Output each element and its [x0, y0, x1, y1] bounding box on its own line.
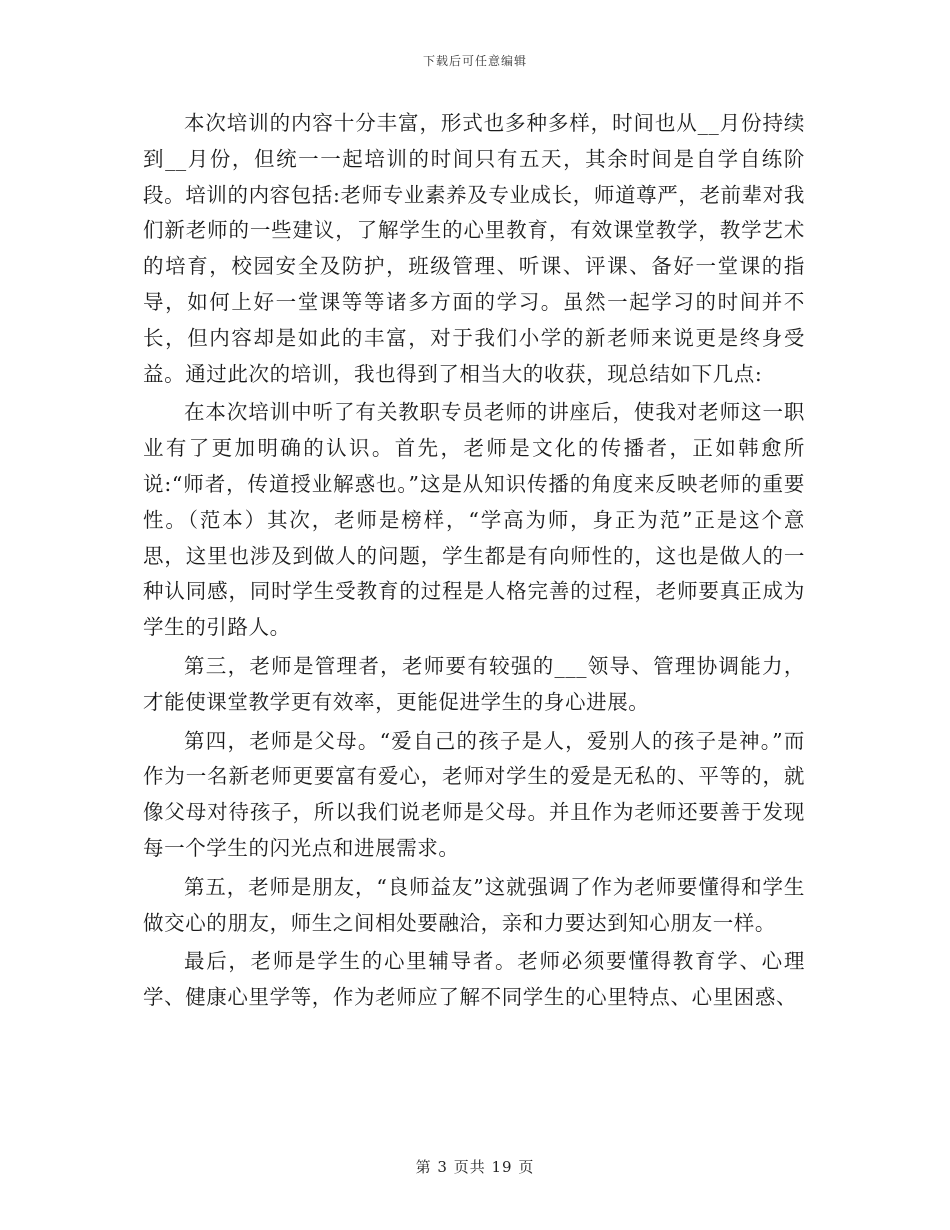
paragraph-training-overview: 本次培训的内容十分丰富，形式也多种多样，时间也从__月份持续到__月份，但统一一起培训的时间只有五天，其余时间是自学自练阶段。培训的内容包括:老师专业素养及专业成长，师道尊严，老前辈对我们新老师的一些建议，了解学生的心里教育，有效课堂教学，教学艺术的培育，校园安全及防护，班级管理、听课、评课、备好一堂课的指导，如何上好一堂课等等诸多方面的学习。虽然一起学习的时间并不长，但内容却是如此的丰富，对于我们小学的新老师来说更是终身受益。通过此次的培训，我也得到了相当大的收获，现总结如下几点: — [143, 111, 805, 386]
paragraph-teacher-as-parent: 第四，老师是父母。“爱自己的孩子是人，爱别人的孩子是神。”而作为一名新老师更要富有爱心，老师对学生的爱是无私的、平等的，就像父母对待孩子，所以我们说老师是父母。并且作为老师还要善于发现每一个学生的闪光点和进展需求。 — [143, 728, 805, 860]
document-body — [143, 106, 805, 1016]
paragraph-teacher-as-counselor: 最后，老师是学生的心里辅导者。老师必须要懂得教育学、心理学、健康心里学等，作为老师应了解不同学生的心里特点、心里困惑、 — [143, 949, 805, 1010]
page-number-footer: 第 3 页共 19 页 — [415, 1158, 535, 1176]
paragraph-teacher-role-intro: 在本次培训中听了有关教职专员老师的讲座后，使我对老师这一职业有了更加明确的认识。首先，老师是文化的传播者，正如韩愈所说:“师者，传道授业解惑也。”这是从知识传播的角度来反映老师的重要性。（范本）其次，老师是榜样，“学高为师，身正为范”正是这个意思，这里也涉及到做人的问题，学生都是有向师性的，这也是做人的一种认同感，同时学生受教育的过程是人格完善的过程，老师要真正成为学生的引路人。 — [143, 400, 805, 640]
paragraph-teacher-as-friend: 第五，老师是朋友，“良师益友”这就强调了作为老师要懂得和学生做交心的朋友，师生之间相处要融洽，亲和力要达到知心朋友一样。 — [143, 874, 805, 935]
page-header: 下载后可任意编辑 — [422, 54, 527, 68]
paragraph-teacher-as-manager: 第三，老师是管理者，老师要有较强的___领导、管理协调能力，才能使课堂教学更有效率，更能促进学生的身心进展。 — [143, 653, 805, 714]
